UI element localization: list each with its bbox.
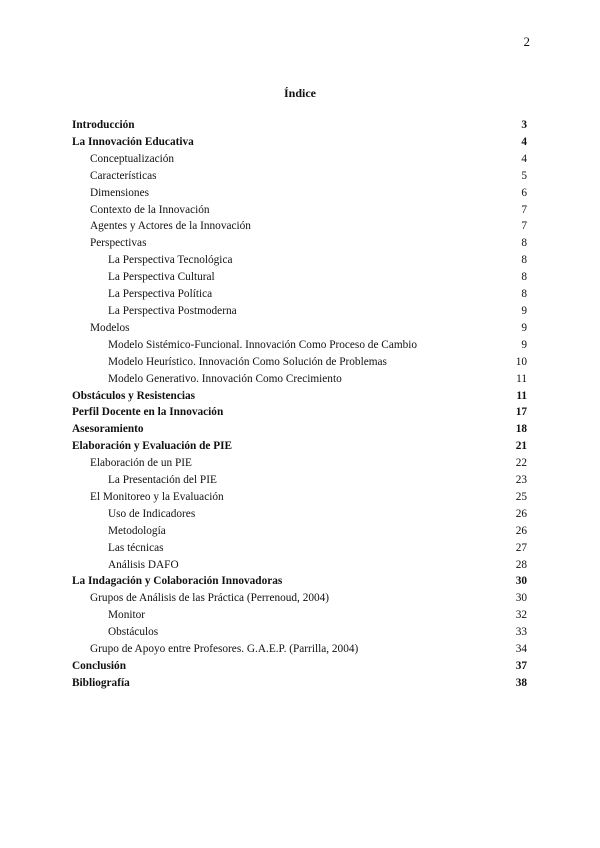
toc-entry-page-number: 30	[515, 575, 527, 588]
toc-entry-page-number: 22	[515, 457, 527, 470]
toc-entry[interactable]	[72, 354, 527, 371]
toc-entry-label: La Perspectiva Cultural	[108, 271, 215, 284]
toc-entry-page-number: 4	[521, 135, 527, 148]
toc-entry[interactable]	[72, 202, 527, 219]
toc-entry-page-number: 9	[521, 304, 527, 317]
toc-entry-page-number: 28	[515, 558, 527, 571]
toc-entry-label: La Perspectiva Postmoderna	[108, 304, 237, 317]
toc-entry-page-number: 4	[521, 152, 527, 165]
toc-entry-label: La Perspectiva Tecnológica	[108, 254, 233, 267]
toc-entry-label: Conceptualización	[90, 152, 175, 165]
toc-entry[interactable]	[72, 404, 527, 421]
toc-entry-label: Modelo Sistémico-Funcional. Innovación Como Proceso de Cambio	[108, 338, 418, 351]
toc-entry[interactable]	[72, 557, 527, 574]
toc-entry-page-number: 37	[515, 660, 527, 672]
toc-entry-page-number: 6	[521, 186, 527, 199]
toc-entry-page-number: 21	[515, 440, 527, 453]
toc-entry-label: Perfil Docente en la Innovación	[72, 406, 224, 419]
toc-entry-page-number: 9	[521, 321, 527, 334]
toc-entry-page-number: 26	[515, 507, 527, 520]
toc-entry[interactable]	[72, 658, 527, 675]
toc-entry-label: Introducción	[72, 119, 135, 131]
toc-entry-page-number: 30	[515, 592, 527, 605]
toc-entry[interactable]	[72, 151, 527, 168]
toc-entry[interactable]	[72, 303, 527, 320]
toc-entry[interactable]	[72, 252, 527, 269]
toc-entry-page-number: 23	[515, 474, 527, 487]
toc-entry-page-number: 18	[515, 423, 527, 436]
toc-entry-label: La Innovación Educativa	[72, 135, 194, 148]
toc-entry[interactable]	[72, 286, 527, 303]
toc-entry-label: Modelo Generativo. Innovación Como Crecimiento	[108, 372, 342, 385]
toc-entry-page-number: 32	[515, 609, 527, 622]
toc-entry[interactable]	[72, 337, 527, 354]
toc-entry-page-number: 33	[515, 626, 527, 639]
toc-entry-label: La Indagación y Colaboración Innovadoras	[72, 575, 283, 588]
toc-entry[interactable]	[72, 421, 527, 438]
toc-entry-label: La Presentación del PIE	[108, 474, 217, 487]
toc-entry-label: Bibliografía	[72, 676, 130, 689]
toc-entry[interactable]	[72, 371, 527, 388]
toc-entry-label: Elaboración y Evaluación de PIE	[72, 440, 233, 453]
toc-entry[interactable]	[72, 641, 527, 658]
toc-entry-page-number: 34	[515, 643, 527, 656]
toc-entry-label: Modelos	[90, 321, 130, 334]
toc-entry-page-number: 17	[515, 406, 527, 419]
toc-entry-page-number: 11	[516, 372, 527, 385]
toc-entry-page-number: 27	[515, 541, 527, 554]
toc-entry[interactable]	[72, 506, 527, 523]
toc-entry[interactable]	[72, 675, 527, 692]
toc-entry[interactable]	[72, 117, 527, 134]
toc-entry[interactable]	[72, 540, 527, 557]
toc-entry[interactable]	[72, 438, 527, 455]
toc-entry-label: Asesoramiento	[72, 423, 144, 436]
page-number: 2	[523, 34, 530, 49]
toc-entry-page-number: 7	[521, 220, 527, 233]
toc-entry-page-number: 38	[515, 676, 527, 689]
toc-entry[interactable]	[72, 573, 527, 590]
toc-entry-label: Grupos de Análisis de las Práctica (Perrenoud, 2004)	[90, 592, 330, 605]
toc-entry[interactable]	[72, 320, 527, 337]
toc-entry-page-number: 8	[521, 271, 527, 284]
toc-entry-label: Obstáculos	[108, 626, 159, 639]
toc-title: Índice	[283, 86, 316, 100]
table-of-contents	[72, 117, 527, 692]
toc-entry[interactable]	[72, 218, 527, 235]
toc-entry-page-number: 3	[521, 119, 527, 131]
toc-entry-page-number: 11	[516, 389, 527, 402]
toc-entry[interactable]	[72, 455, 527, 472]
toc-entry-label: Modelo Heurístico. Innovación Como Solución de Problemas	[108, 355, 387, 368]
toc-entry[interactable]	[72, 523, 527, 540]
toc-entry-page-number: 5	[521, 169, 527, 182]
toc-entry-label: Análisis DAFO	[108, 558, 179, 571]
toc-entry-page-number: 25	[515, 490, 527, 503]
toc-entry-page-number: 10	[515, 355, 527, 368]
toc-entry-page-number: 8	[521, 237, 527, 250]
toc-entry[interactable]	[72, 472, 527, 489]
toc-entry-label: Monitor	[108, 609, 146, 622]
toc-entry[interactable]	[72, 134, 527, 151]
toc-entry-page-number: 8	[521, 254, 527, 267]
toc-entry[interactable]	[72, 185, 527, 202]
toc-entry-label: Dimensiones	[90, 186, 149, 199]
toc-entry-page-number: 7	[521, 203, 527, 216]
toc-entry-label: Conclusión	[72, 660, 126, 672]
toc-entry-label: Las técnicas	[108, 541, 164, 554]
toc-entry[interactable]	[72, 388, 527, 405]
toc-entry-label: La Perspectiva Política	[108, 288, 213, 301]
toc-entry-label: Agentes y Actores de la Innovación	[90, 220, 251, 233]
toc-entry-label: Obstáculos y Resistencias	[72, 389, 196, 402]
toc-entry-label: Elaboración de un PIE	[90, 457, 192, 470]
toc-entry-label: Perspectivas	[90, 237, 147, 250]
toc-entry[interactable]	[72, 168, 527, 185]
toc-entry-page-number: 26	[515, 524, 527, 537]
toc-entry-page-number: 8	[521, 288, 527, 301]
toc-entry[interactable]	[72, 269, 527, 286]
toc-entry[interactable]	[72, 624, 527, 641]
toc-entry-label: El Monitoreo y la Evaluación	[90, 490, 224, 503]
toc-entry-label: Grupo de Apoyo entre Profesores. G.A.E.P. (Parrilla, 2004)	[90, 643, 359, 656]
toc-entry-label: Uso de Indicadores	[108, 507, 196, 520]
toc-entry-label: Contexto de la Innovación	[90, 203, 210, 216]
toc-entry-label: Metodología	[108, 524, 166, 537]
toc-entry-page-number: 9	[521, 338, 527, 351]
toc-entry-label: Características	[90, 169, 157, 182]
toc-entry[interactable]	[72, 235, 527, 252]
toc-entry[interactable]	[72, 607, 527, 624]
toc-entry[interactable]	[72, 489, 527, 506]
toc-entry[interactable]	[72, 590, 527, 607]
